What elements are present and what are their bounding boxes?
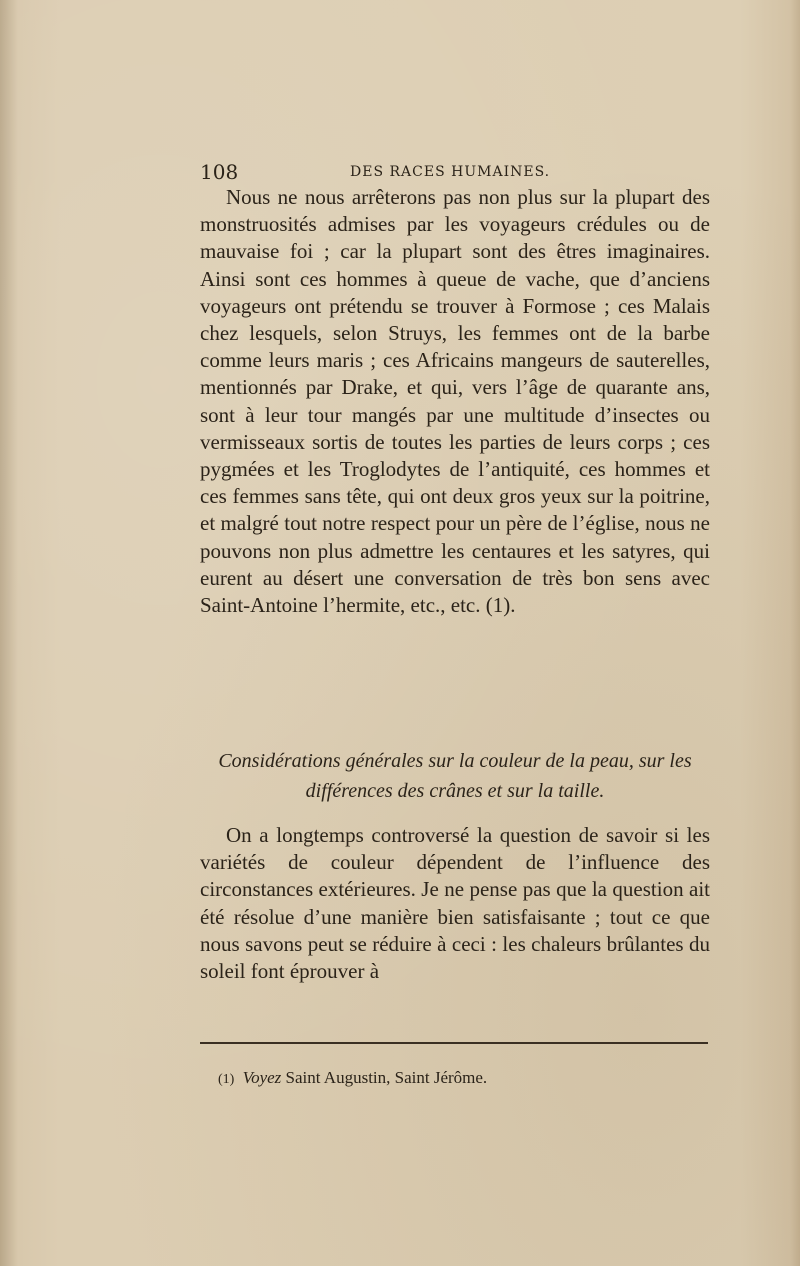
paragraph-1 <box>200 184 710 619</box>
section-heading: Considérations générales sur la couleur de la peau, sur les différences des crânes et sur la taille. <box>218 750 692 802</box>
footnote-text: Saint Augustin, Saint Jérôme. <box>285 1068 488 1087</box>
running-head-title: DES RACES HUMAINES. <box>350 164 551 180</box>
footnote <box>218 1068 708 1088</box>
paragraph-text: On a longtemps controversé la question de savoir si les variétés de couleur dépendent de l’influence des circonstances extérieures. Je ne pense pas que la question ait été résolue d’une manière bien satisfaisante ; tout ce que nous savons peut se réduire à ceci : les chaleurs brûlantes du soleil font éprouver à <box>200 823 710 984</box>
footnote-marker: (1) <box>218 1072 235 1087</box>
page-number: 108 <box>200 160 239 184</box>
footnote-voyez: Voyez <box>242 1068 282 1087</box>
running-head <box>200 160 720 186</box>
paragraph-2 <box>200 822 710 985</box>
footnote-divider <box>200 1042 708 1044</box>
paragraph-text: Nous ne nous arrêterons pas non plus sur la plupart des monstruosités admises par les voyageurs crédules ou de mauvaise foi ; car la plupart sont des êtres imaginaires. Ainsi sont ces hommes à queue de vache, que d’anciens voyageurs ont prétendu se trouver à Formose ; ces Malais chez lesquels, selon Struys, les femmes ont de la barbe comme leurs maris ; ces Africains mangeurs de sauterelles, mentionnés par Drake, et qui, vers l’âge de quarante ans, sont à leur tour mangés par une multitude d’insectes ou vermisseaux sortis de toutes les parties de leurs corps ; ces pygmées et les Troglodytes de l’antiquité, ces hommes et ces femmes sans tête, qui ont deux gros yeux sur la poitrine, et malgré tout notre respect pour un père de l’église, nous ne pouvons non plus admettre les centaures et les satyres, qui eurent au désert une conversation de très bon sens avec Saint-Antoine l’hermite, etc., etc. (1). <box>200 185 710 618</box>
